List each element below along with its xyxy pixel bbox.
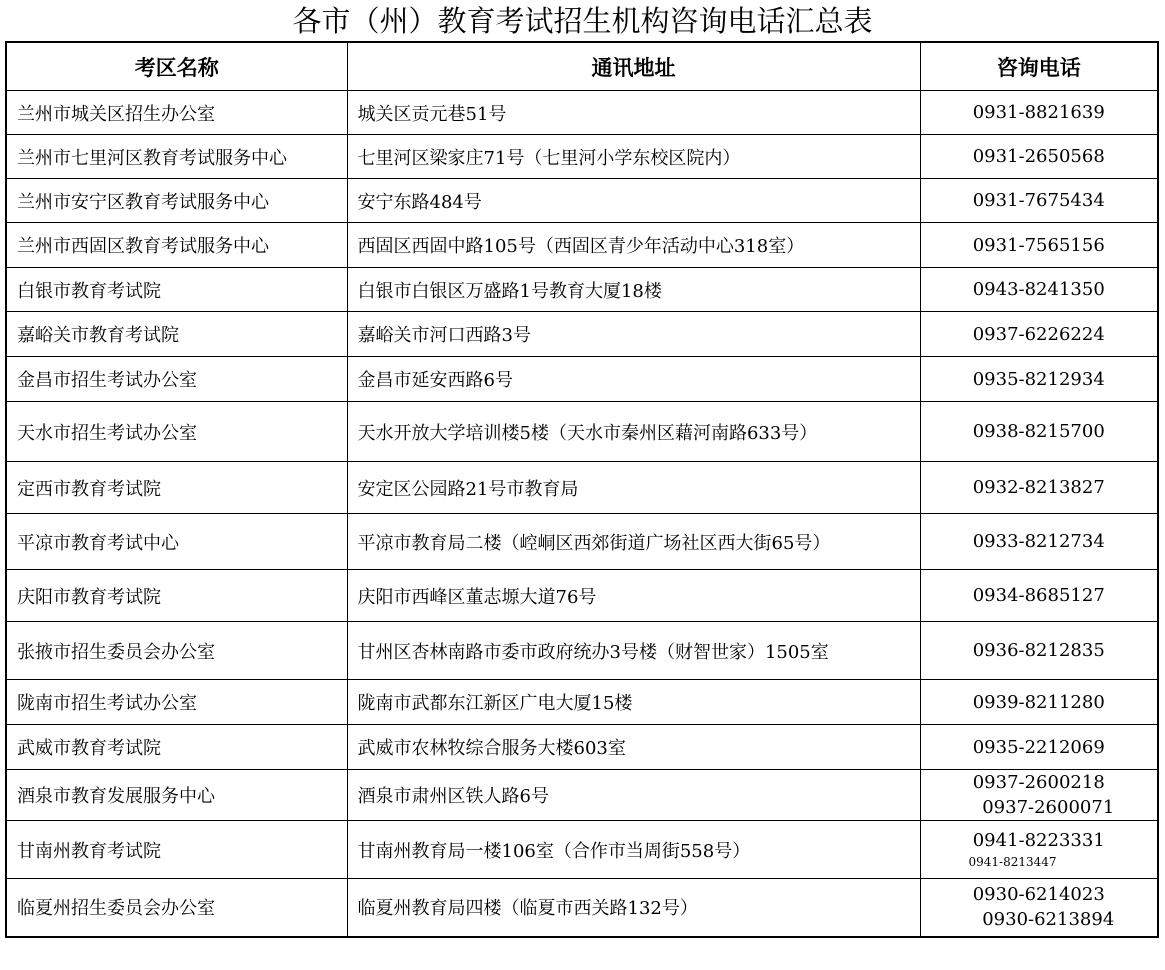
table-row [6, 312, 1158, 357]
phone-cell [920, 570, 1158, 622]
phone-cell [920, 514, 1158, 570]
exam-area-name: 酒泉市教育发展服务中心 [6, 770, 347, 821]
table-row [6, 402, 1158, 462]
mailing-address: 甘州区杏林南路市委市政府统办3号楼（财智世家）1505室 [347, 622, 920, 680]
mailing-address: 陇南市武都东江新区广电大厦15楼 [347, 680, 920, 725]
table-row [6, 223, 1158, 268]
phone-number: 0938-8215700 [972, 421, 1105, 442]
mailing-address: 临夏州教育局四楼（临夏市西关路132号） [347, 879, 920, 937]
phone-cell [920, 312, 1158, 357]
phone-number: 0937-2600218 [972, 772, 1105, 793]
phone-number: 0943-8241350 [972, 279, 1105, 300]
phone-number: 0934-8685127 [972, 585, 1105, 606]
phone-number: 0931-8821639 [972, 102, 1105, 123]
exam-area-name: 临夏州招生委员会办公室 [6, 879, 347, 937]
exam-area-name: 平凉市教育考试中心 [6, 514, 347, 570]
phone-number: 0937-6226224 [972, 323, 1105, 345]
exam-area-name: 兰州市七里河区教育考试服务中心 [6, 135, 347, 179]
exam-area-name: 陇南市招生考试办公室 [6, 680, 347, 725]
exam-area-name: 金昌市招生考试办公室 [6, 357, 347, 402]
exam-area-name: 庆阳市教育考试院 [6, 570, 347, 622]
table-row [6, 357, 1158, 402]
mailing-address: 安定区公园路21号市教育局 [347, 462, 920, 514]
mailing-address: 武威市农林牧综合服务大楼603室 [347, 725, 920, 770]
exam-area-name: 张掖市招生委员会办公室 [6, 622, 347, 680]
phone-number: 0935-2212069 [972, 736, 1105, 758]
contact-table [5, 41, 1159, 938]
phone-cell [920, 91, 1158, 135]
table-row [6, 770, 1158, 821]
phone-number: 0931-2650568 [972, 146, 1105, 167]
table-row [6, 680, 1158, 725]
header-address: 通讯地址 [347, 42, 920, 91]
phone-number: 0932-8213827 [972, 477, 1105, 498]
phone-cell [920, 402, 1158, 462]
exam-area-name: 甘南州教育考试院 [6, 821, 347, 879]
table-row [6, 268, 1158, 312]
mailing-address: 城关区贡元巷51号 [347, 91, 920, 135]
exam-area-name: 武威市教育考试院 [6, 725, 347, 770]
phone-number: 0930-6214023 [972, 884, 1105, 906]
header-name: 考区名称 [6, 42, 347, 91]
exam-area-name: 兰州市西固区教育考试服务中心 [6, 223, 347, 268]
phone-number: 0930-6213894 [982, 909, 1115, 931]
phone-cell [920, 357, 1158, 402]
table-row [6, 879, 1158, 937]
table-row [6, 462, 1158, 514]
phone-number: 0939-8211280 [972, 691, 1105, 713]
mailing-address: 天水开放大学培训楼5楼（天水市秦州区藉河南路633号） [347, 402, 920, 462]
table-row [6, 725, 1158, 770]
mailing-address: 嘉峪关市河口西路3号 [347, 312, 920, 357]
phone-cell [920, 622, 1158, 680]
phone-number: 0931-7565156 [972, 234, 1105, 256]
table-row [6, 821, 1158, 879]
mailing-address: 平凉市教育局二楼（崆峒区西郊街道广场社区西大街65号） [347, 514, 920, 570]
table-header-row [6, 42, 1158, 91]
phone-number: 0931-7675434 [972, 190, 1105, 211]
phone-number: 0936-8212835 [972, 640, 1105, 661]
table-row [6, 91, 1158, 135]
exam-area-name: 白银市教育考试院 [6, 268, 347, 312]
phone-number: 0937-2600071 [982, 797, 1115, 818]
table-row [6, 570, 1158, 622]
exam-area-name: 兰州市安宁区教育考试服务中心 [6, 179, 347, 223]
mailing-address: 七里河区梁家庄71号（七里河小学东校区院内） [347, 135, 920, 179]
page-title: 各市（州）教育考试招生机构咨询电话汇总表 [292, 4, 873, 38]
phone-number: 0935-8212934 [972, 368, 1105, 390]
phone-cell [920, 680, 1158, 725]
mailing-address: 西固区西固中路105号（西固区青少年活动中心318室） [347, 223, 920, 268]
phone-cell [920, 135, 1158, 179]
exam-area-name: 嘉峪关市教育考试院 [6, 312, 347, 357]
mailing-address: 酒泉市肃州区铁人路6号 [347, 770, 920, 821]
mailing-address: 白银市白银区万盛路1号教育大厦18楼 [347, 268, 920, 312]
table-row [6, 135, 1158, 179]
header-phone: 咨询电话 [920, 42, 1158, 91]
table-row [6, 514, 1158, 570]
phone-cell [920, 268, 1158, 312]
mailing-address: 金昌市延安西路6号 [347, 357, 920, 402]
exam-area-name: 定西市教育考试院 [6, 462, 347, 514]
phone-cell [920, 725, 1158, 770]
table-row [6, 622, 1158, 680]
exam-area-name: 天水市招生考试办公室 [6, 402, 347, 462]
mailing-address: 甘南州教育局一楼106室（合作市当周街558号） [347, 821, 920, 879]
phone-cell [920, 223, 1158, 268]
mailing-address: 安宁东路484号 [347, 179, 920, 223]
phone-cell [920, 770, 1158, 821]
phone-number: 0933-8212734 [972, 531, 1105, 552]
phone-number: 0941-8213447 [968, 855, 1057, 869]
phone-cell [920, 879, 1158, 937]
mailing-address: 庆阳市西峰区董志塬大道76号 [347, 570, 920, 622]
table-row [6, 179, 1158, 223]
phone-cell [920, 462, 1158, 514]
phone-cell [920, 179, 1158, 223]
phone-cell [920, 821, 1158, 879]
table-body [6, 91, 1158, 937]
exam-area-name: 兰州市城关区招生办公室 [6, 91, 347, 135]
phone-number: 0941-8223331 [972, 830, 1105, 851]
